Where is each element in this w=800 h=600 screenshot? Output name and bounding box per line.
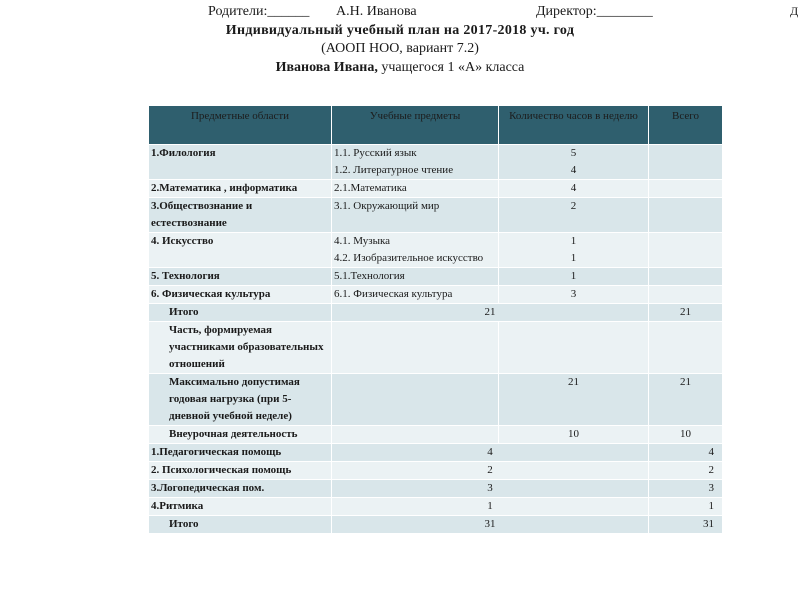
total-cell xyxy=(649,180,723,198)
extra-hours-text: 10 xyxy=(568,428,579,440)
support-hours xyxy=(332,462,649,480)
header-total: Всего xyxy=(649,106,723,145)
parents-label: Родители:______ xyxy=(208,4,310,19)
subject-list-text: 1.1. Русский язык xyxy=(334,147,417,159)
support-hours xyxy=(332,480,649,498)
total-cell xyxy=(649,268,723,286)
support-hours-text: 3 xyxy=(487,482,493,494)
itogo-total-text: 21 xyxy=(680,306,691,318)
table-row xyxy=(149,268,723,286)
table-row xyxy=(149,145,723,180)
extra-empty xyxy=(332,426,499,444)
support-total-text: 1 xyxy=(708,500,714,512)
document-title: Индивидуальный учебный план на 2017-2018 уч. год xyxy=(225,23,575,38)
document-subtitle: (АООП НОО, вариант 7.2) xyxy=(321,41,479,56)
part-empty xyxy=(499,322,649,374)
total-cell xyxy=(649,233,723,268)
subject-list xyxy=(332,268,499,286)
itogo-final-total-text: 31 xyxy=(703,518,714,530)
hours-cell-text: 3 xyxy=(570,288,577,300)
support-label xyxy=(149,498,332,516)
itogo-final-total xyxy=(649,516,723,534)
subject-area xyxy=(149,145,332,180)
max-load-empty xyxy=(332,374,499,426)
hours-cell-text: 4 xyxy=(570,164,577,176)
subject-area-text: 1.Филология xyxy=(151,147,216,159)
hours-cell-text: 1 xyxy=(570,270,577,282)
total-cell xyxy=(649,198,723,233)
max-load-label-text: Максимально допустимая годовая нагрузка (при 5-дневной учебной неделе) xyxy=(169,376,300,422)
hours-cell xyxy=(499,233,649,268)
subject-list-text: 3.1. Окружающий мир xyxy=(334,200,440,212)
support-label-text: 2. Психологическая помощь xyxy=(151,464,292,476)
support-hours xyxy=(332,444,649,462)
subject-area xyxy=(149,268,332,286)
itogo-final-label-text: Итого xyxy=(169,518,199,530)
table-body xyxy=(149,145,723,534)
part-empty xyxy=(649,322,723,374)
max-load-hours xyxy=(499,374,649,426)
parents-name: А.Н. Иванова xyxy=(336,4,417,19)
table-row xyxy=(149,233,723,268)
itogo-row xyxy=(149,304,723,322)
itogo-total xyxy=(649,304,723,322)
support-label-text: 4.Ритмика xyxy=(151,500,204,512)
support-total-text: 4 xyxy=(708,446,714,458)
curriculum-table xyxy=(148,105,723,534)
subject-list-text: 6.1. Физическая культура xyxy=(334,288,453,300)
subject-area-text: 5. Технология xyxy=(151,270,220,282)
header-subjects: Учебные предметы xyxy=(332,106,499,145)
support-row xyxy=(149,444,723,462)
itogo-final-hours xyxy=(332,516,649,534)
support-hours-text: 2 xyxy=(487,464,493,476)
director-label: Директор:________ xyxy=(536,4,653,19)
hours-cell-text: 1 xyxy=(570,252,577,264)
extra-total-text: 10 xyxy=(680,428,691,440)
support-total xyxy=(649,444,723,462)
itogo-hours xyxy=(332,304,649,322)
support-hours-text: 4 xyxy=(487,446,493,458)
table-header-row xyxy=(149,106,723,145)
table-row xyxy=(149,180,723,198)
max-load-hours-text: 21 xyxy=(568,376,579,388)
student-class: учащегося 1 «А» класса xyxy=(377,60,525,75)
support-total xyxy=(649,480,723,498)
subject-area xyxy=(149,180,332,198)
support-total-text: 3 xyxy=(708,482,714,494)
extra-total xyxy=(649,426,723,444)
subject-area-text: 4. Искусство xyxy=(151,235,214,247)
hours-cell xyxy=(499,286,649,304)
hours-cell xyxy=(499,268,649,286)
part-label xyxy=(149,322,332,374)
hours-cell xyxy=(499,180,649,198)
part-label-text: Часть, формируемая участниками образовательных отношений xyxy=(169,324,324,370)
extra-row xyxy=(149,426,723,444)
total-cell xyxy=(649,286,723,304)
support-row xyxy=(149,480,723,498)
support-row xyxy=(149,462,723,480)
subject-list-text: 1.2. Литературное чтение xyxy=(334,164,454,176)
part-row xyxy=(149,322,723,374)
hours-cell-text: 4 xyxy=(570,182,577,194)
max-load-total xyxy=(649,374,723,426)
extra-hours xyxy=(499,426,649,444)
subject-area-text: 3.Обществознание и естествознание xyxy=(151,200,253,229)
subject-area-text: 6. Физическая культура xyxy=(151,288,271,300)
itogo-final-label xyxy=(149,516,332,534)
table-row xyxy=(149,286,723,304)
hours-cell-text: 1 xyxy=(570,235,577,247)
subject-list-text: 4.2. Изобразительное искусство xyxy=(334,252,484,264)
part-empty xyxy=(332,322,499,374)
itogo-label-text: Итого xyxy=(169,306,199,318)
table-row xyxy=(149,198,723,233)
support-hours xyxy=(332,498,649,516)
subject-area xyxy=(149,198,332,233)
corner-mark: Д xyxy=(790,4,799,18)
student-line xyxy=(0,60,800,76)
itogo-label xyxy=(149,304,332,322)
extra-label xyxy=(149,426,332,444)
support-label xyxy=(149,444,332,462)
support-total xyxy=(649,498,723,516)
itogo-final-row xyxy=(149,516,723,534)
subject-area xyxy=(149,286,332,304)
subject-list-text: 5.1.Технология xyxy=(334,270,405,282)
support-hours-text: 1 xyxy=(487,500,493,512)
support-row xyxy=(149,498,723,516)
support-label xyxy=(149,462,332,480)
subject-list xyxy=(332,180,499,198)
student-name: Иванова Ивана, xyxy=(275,60,378,75)
itogo-final-hours-text: 31 xyxy=(484,518,496,530)
subject-list xyxy=(332,145,499,180)
max-load-row xyxy=(149,374,723,426)
hours-cell xyxy=(499,198,649,233)
support-total xyxy=(649,462,723,480)
hours-cell-text: 2 xyxy=(570,200,577,212)
total-cell xyxy=(649,145,723,180)
max-load-label xyxy=(149,374,332,426)
subject-list-text: 4.1. Музыка xyxy=(334,235,391,247)
support-label-text: 1.Педагогическая помощь xyxy=(151,446,282,458)
subject-list xyxy=(332,286,499,304)
subject-list xyxy=(332,198,499,233)
support-label xyxy=(149,480,332,498)
hours-cell xyxy=(499,145,649,180)
itogo-hours-text: 21 xyxy=(484,306,496,318)
subject-list-text: 2.1.Математика xyxy=(334,182,407,194)
header-hours: Количество часов в неделю xyxy=(499,106,649,145)
support-label-text: 3.Логопедическая пом. xyxy=(151,482,265,494)
subject-list xyxy=(332,233,499,268)
max-load-total-text: 21 xyxy=(680,376,691,388)
support-total-text: 2 xyxy=(708,464,714,476)
subject-area xyxy=(149,233,332,268)
extra-label-text: Внеурочная деятельность xyxy=(169,428,298,440)
header-subject-areas: Предметные области xyxy=(149,106,332,145)
hours-cell-text: 5 xyxy=(570,147,577,159)
subject-area-text: 2.Математика , информатика xyxy=(151,182,298,194)
